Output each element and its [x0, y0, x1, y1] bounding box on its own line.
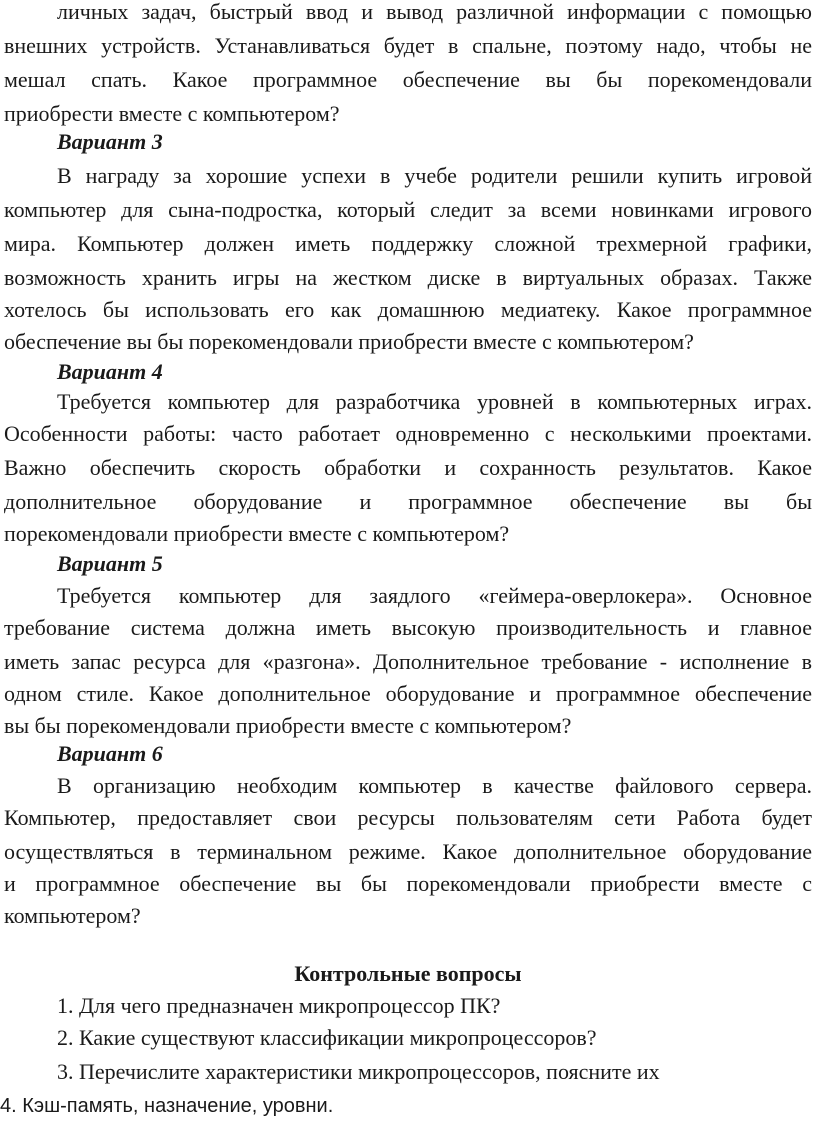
variant-4-line-1: Требуется компьютер для разработчика уровней в компьютерных играх. — [57, 389, 812, 414]
variant-6-line-1: В организацию необходим компьютер в качестве файлового сервера. — [57, 773, 812, 798]
variant-5-heading: Вариант 5 — [57, 551, 163, 576]
intro-line-4: приобрести вместе с компьютером? — [4, 101, 340, 126]
variant-5-line-2: требование система должна иметь высокую производительность и главное — [4, 615, 812, 640]
variant-3-line-2: компьютер для сына-подростка, который следит за всеми новинками игрового — [4, 197, 812, 222]
question-3: 3. Перечислите характеристики микропроцессоров, поясните их — [57, 1059, 660, 1084]
variant-4-line-5: порекомендовали приобрести вместе с компьютером? — [4, 521, 510, 546]
variant-6-line-3: осуществляться в терминальном режиме. Какое дополнительное оборудование — [4, 839, 812, 864]
intro-line-2: внешних устройств. Устанавливаться будет в спальне, поэтому надо, чтобы не — [4, 33, 812, 58]
question-2: 2. Какие существуют классификации микропроцессоров? — [57, 1025, 597, 1050]
variant-3-line-3: мира. Компьютер должен иметь поддержку сложной трехмерной графики, — [4, 231, 812, 256]
variant-6-line-4: и программное обеспечение вы бы порекомендовали приобрести вместе с — [4, 871, 812, 896]
variant-3-line-5: хотелось бы использовать его как домашнюю медиатеку. Какое программное — [4, 297, 812, 322]
variant-5-line-5: вы бы порекомендовали приобрести вместе с компьютером? — [4, 713, 572, 738]
variant-4-line-3: Важно обеспечить скорость обработки и сохранность результатов. Какое — [4, 455, 812, 480]
intro-line-3: мешал спать. Какое программное обеспечение вы бы порекомендовали — [4, 67, 812, 92]
variant-6-line-2: Компьютер, предоставляет свои ресурсы пользователям сети Работа будет — [4, 805, 812, 830]
variant-3-heading: Вариант 3 — [57, 129, 163, 154]
variant-3-line-6: обеспечение вы бы порекомендовали приобрести вместе с компьютером? — [4, 329, 694, 354]
intro-line-1: личных задач, быстрый ввод и вывод различной информации с помощью — [57, 0, 812, 24]
variant-4-heading: Вариант 4 — [57, 359, 163, 384]
variant-4-line-2: Особенности работы: часто работает одновременно с несколькими проектами. — [4, 421, 812, 446]
variant-3-line-1: В награду за хорошие успехи в учебе родители решили купить игровой — [57, 163, 812, 188]
variant-5-line-3: иметь запас ресурса для «разгона». Дополнительное требование - исполнение в — [4, 649, 812, 674]
question-4: 4. Кэш-память, назначение, уровни. — [0, 1095, 334, 1117]
variant-6-line-5: компьютером? — [4, 903, 141, 928]
question-1: 1. Для чего предназначен микропроцессор ПК? — [57, 993, 501, 1018]
variant-3-line-4: возможность хранить игры на жестком диске в виртуальных образах. Также — [4, 265, 812, 290]
variant-5-line-4: одном стиле. Какое дополнительное оборудование и программное обеспечение — [4, 681, 812, 706]
variant-5-line-1: Требуется компьютер для заядлого «геймера-оверлокера». Основное — [57, 583, 812, 608]
variant-4-line-4: дополнительное оборудование и программное обеспечение вы бы — [4, 489, 812, 514]
control-questions-title: Контрольные вопросы — [294, 961, 522, 986]
variant-6-heading: Вариант 6 — [57, 741, 163, 766]
